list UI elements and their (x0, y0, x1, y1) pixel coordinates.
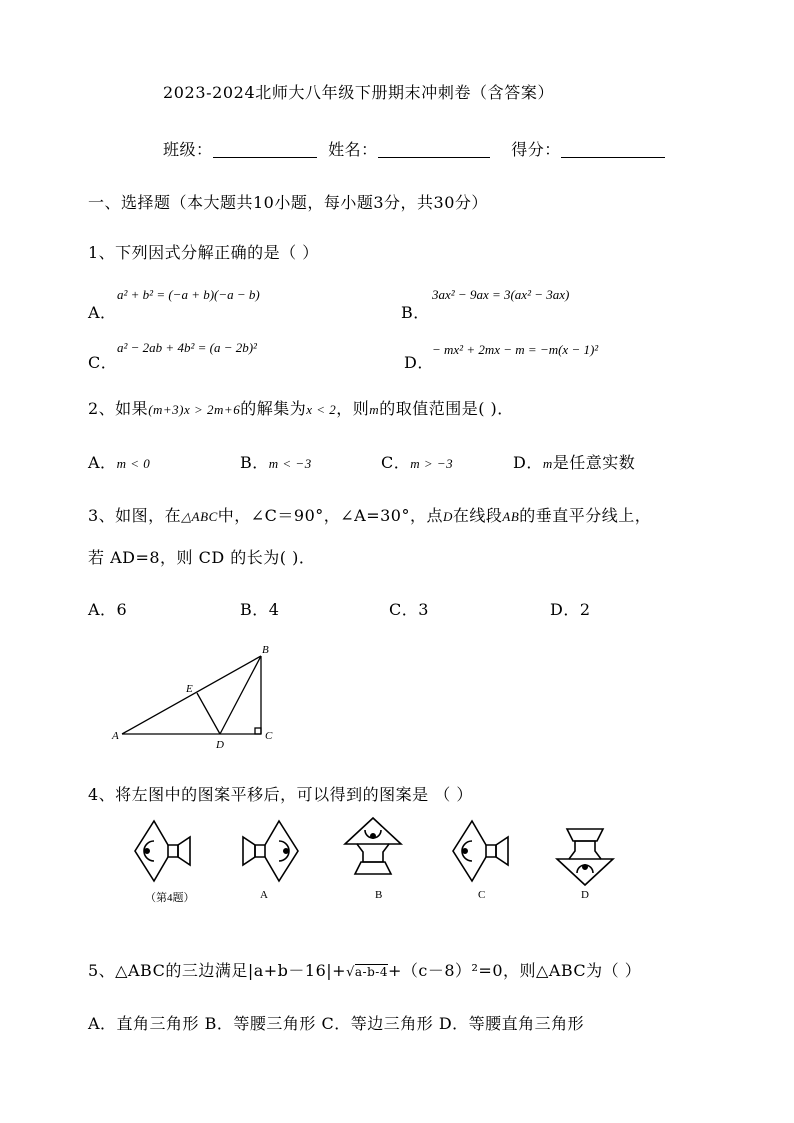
caption-a: A (260, 889, 268, 901)
q2-inequality: (m+3)x > 2m+6 (148, 402, 241, 417)
q2-option-a: A．m < 0 (88, 453, 151, 472)
q2-solution: x < 2 (306, 402, 337, 417)
fish-original-figure (135, 821, 190, 881)
question-1-stem: 1、下列因式分解正确的是（ ） (88, 243, 319, 262)
label-a: A (112, 730, 119, 742)
q3-option-d: D．2 (550, 600, 591, 619)
caption-d: D (581, 889, 589, 901)
question-5-stem: 5、△ABC的三边满足|a+b－16|+√a-b-4+（c－8）²=0，则△ABC为（ ） (88, 961, 642, 980)
label-c: C (265, 730, 273, 742)
page-title: 2023-2024北师大八年级下册期末冲刺卷（含答案） (163, 83, 555, 102)
q1-option-c-letter: C． (88, 353, 118, 372)
class-label: 班级： (163, 140, 213, 159)
caption-original: （第4题） (145, 892, 195, 904)
caption-b: B (375, 889, 383, 901)
q3-option-a: A．6 (88, 600, 128, 619)
q2-option-b: B．m < −3 (240, 453, 312, 472)
label-e: E (186, 683, 193, 695)
question-2-stem: 2、如果(m+3)x > 2m+6的解集为x < 2，则m的取值范围是( )． (88, 399, 514, 418)
q5-options: A．直角三角形 B．等腰三角形 C．等边三角形 D．等腰直角三角形 (88, 1014, 585, 1033)
student-info-row (163, 137, 665, 160)
q1-option-c-expr: a² − 2ab + 4b² = (a − 2b)² (117, 340, 257, 355)
q3-option-c: C．3 (389, 600, 429, 619)
radicand: a-b-4 (354, 965, 388, 979)
q1-option-d-expr: − mx² + 2mx − m = −m(x − 1)² (432, 342, 599, 357)
translation-figures (130, 815, 630, 890)
caption-c: C (478, 889, 486, 901)
score-field[interactable] (561, 141, 665, 158)
q1-option-b-letter: B． (401, 303, 430, 322)
option-a-figure (243, 821, 298, 881)
q1-option-a-letter: A． (88, 303, 117, 322)
question-4-stem: 4、将左图中的图案平移后，可以得到的图案是 （ ） (88, 785, 473, 804)
q3-option-b: B．4 (240, 600, 280, 619)
triangle-figure (110, 640, 280, 750)
section-heading: 一、选择题（本大题共10小题，每小题3分，共30分） (88, 193, 488, 212)
right-angle-mark (255, 728, 261, 734)
question-3-stem: 3、如图，在△ABC中，∠C＝90°，∠A=30°，点D在线段AB的垂直平分线上， (88, 506, 652, 525)
segment-ed (197, 693, 220, 734)
question-3-stem-line2: 若 AD=8，则 CD 的长为( )． (88, 548, 316, 567)
option-b-figure (345, 818, 401, 874)
label-b: B (262, 644, 269, 656)
option-d-figure (557, 829, 613, 885)
q2-option-d: D．m是任意实数 (513, 453, 636, 472)
name-label: 姓名： (328, 140, 378, 159)
name-field[interactable] (378, 141, 490, 158)
label-d: D (216, 739, 224, 751)
score-label: 得分： (511, 140, 561, 159)
class-field[interactable] (213, 141, 317, 158)
option-c-figure (453, 821, 508, 881)
q2-option-c: C．m > −3 (381, 453, 454, 472)
q1-option-a-expr: a² + b² = (−a + b)(−a − b) (117, 287, 260, 302)
q1-option-d-letter: D． (404, 353, 434, 372)
q1-option-b-expr: 3ax² − 9ax = 3(ax² − 3ax) (432, 287, 570, 302)
